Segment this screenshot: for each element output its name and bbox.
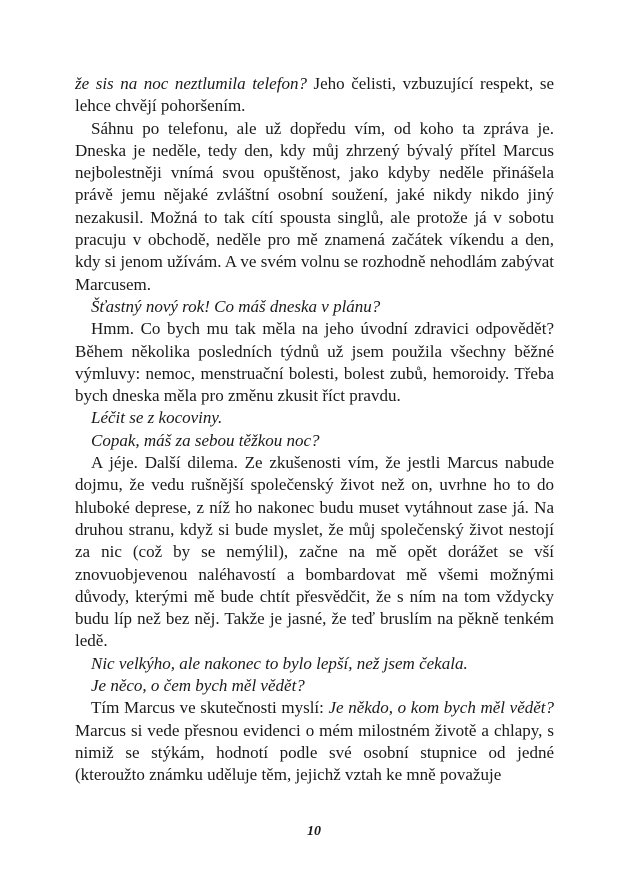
paragraph [75,653,554,675]
paragraph [75,675,554,697]
body-text-run: Sáhnu po telefonu, ale už dopředu vím, od koho ta zpráva je. Dneska je neděle, tedy den, kdy můj zhrzený bývalý přítel Marcus nejbolestněji vnímá svou opuštěnost, jako kdyby neděle přinášela právě jemu nějaké zvláštní osobní soužení, jaké nikdy nikdo jiný nezakusil. Možná to tak cítí spousta singlů, ale protože já v sobotu pracuju v obchodě, neděle pro mě znamená začátek víkendu a den, kdy si jenom užívám. A ve svém volnu se rozhodně nehodlám zabývat Marcusem. [75,118,554,294]
body-text-run: Marcus si vede přesnou evidenci o mém milostném životě a chlapy, s nimiž se stýkám, hodnotí podle své osobní stupnice od jedné (kteroužto známku uděluje těm, jejichž vztah ke mně považuje [75,720,554,785]
italic-text: Nic velkýho, ale nakonec to bylo lepší, než jsem čekala. [91,653,468,673]
body-text-run: Hmm. Co bych mu tak měla na jeho úvodní zdravici odpovědět? Během několika posledních týdnů už jsem použila všechny běžné výmluvy: nemoc, menstruační bolesti, bolest zubů, hemoroidy. Třeba bych dneska měla pro změnu zkusit říct pravdu. [75,319,554,406]
italic-text: Copak, máš za sebou těžkou noc? [91,430,320,450]
italic-text: Léčit se z kocoviny. [91,408,223,428]
body-text [75,73,554,787]
italic-text: Je někdo, o kom bych měl vědět? [328,698,555,718]
body-text-run: Jeho čelisti, vzbuzující respekt, se lehce chvějí pohoršením. [75,74,554,116]
paragraph [75,452,554,653]
paragraph [75,296,554,318]
italic-text: Je něco, o čem bych měl vědět? [91,676,305,696]
page-number: 10 [307,824,321,839]
body-text-run: A jéje. Další dilema. Ze zkušenosti vím, že jestli Marcus nabude dojmu, že vedu rušnější společenský život než on, uvrhne ho to do hluboké deprese, z níž ho nakonec budu muset vytáhnout zase já. Na druhou stranu, když si bude myslet, že můj společenský život nestojí za nic (což by se nemýlil), začne na mě opět dorážet se vší znovuobjevenou naléhavostí a bombardovat mě všemi možnými důvody, kterými mě bude chtít přesvědčit, že s ním na tom vždycky budu líp než bez něj. Takže je jasné, že teď bruslím na pěkně tenkém ledě. [75,453,554,651]
paragraph [75,318,554,407]
paragraph [75,73,554,118]
paragraph [75,697,554,786]
paragraph [75,407,554,429]
paragraph [75,430,554,452]
body-text-run: Tím Marcus ve skutečnosti myslí: [91,698,329,718]
paragraph [75,118,554,296]
italic-text: že sis na noc neztlumila telefon? [75,74,307,93]
italic-text: Šťastný nový rok! Co máš dneska v plánu? [91,296,381,316]
